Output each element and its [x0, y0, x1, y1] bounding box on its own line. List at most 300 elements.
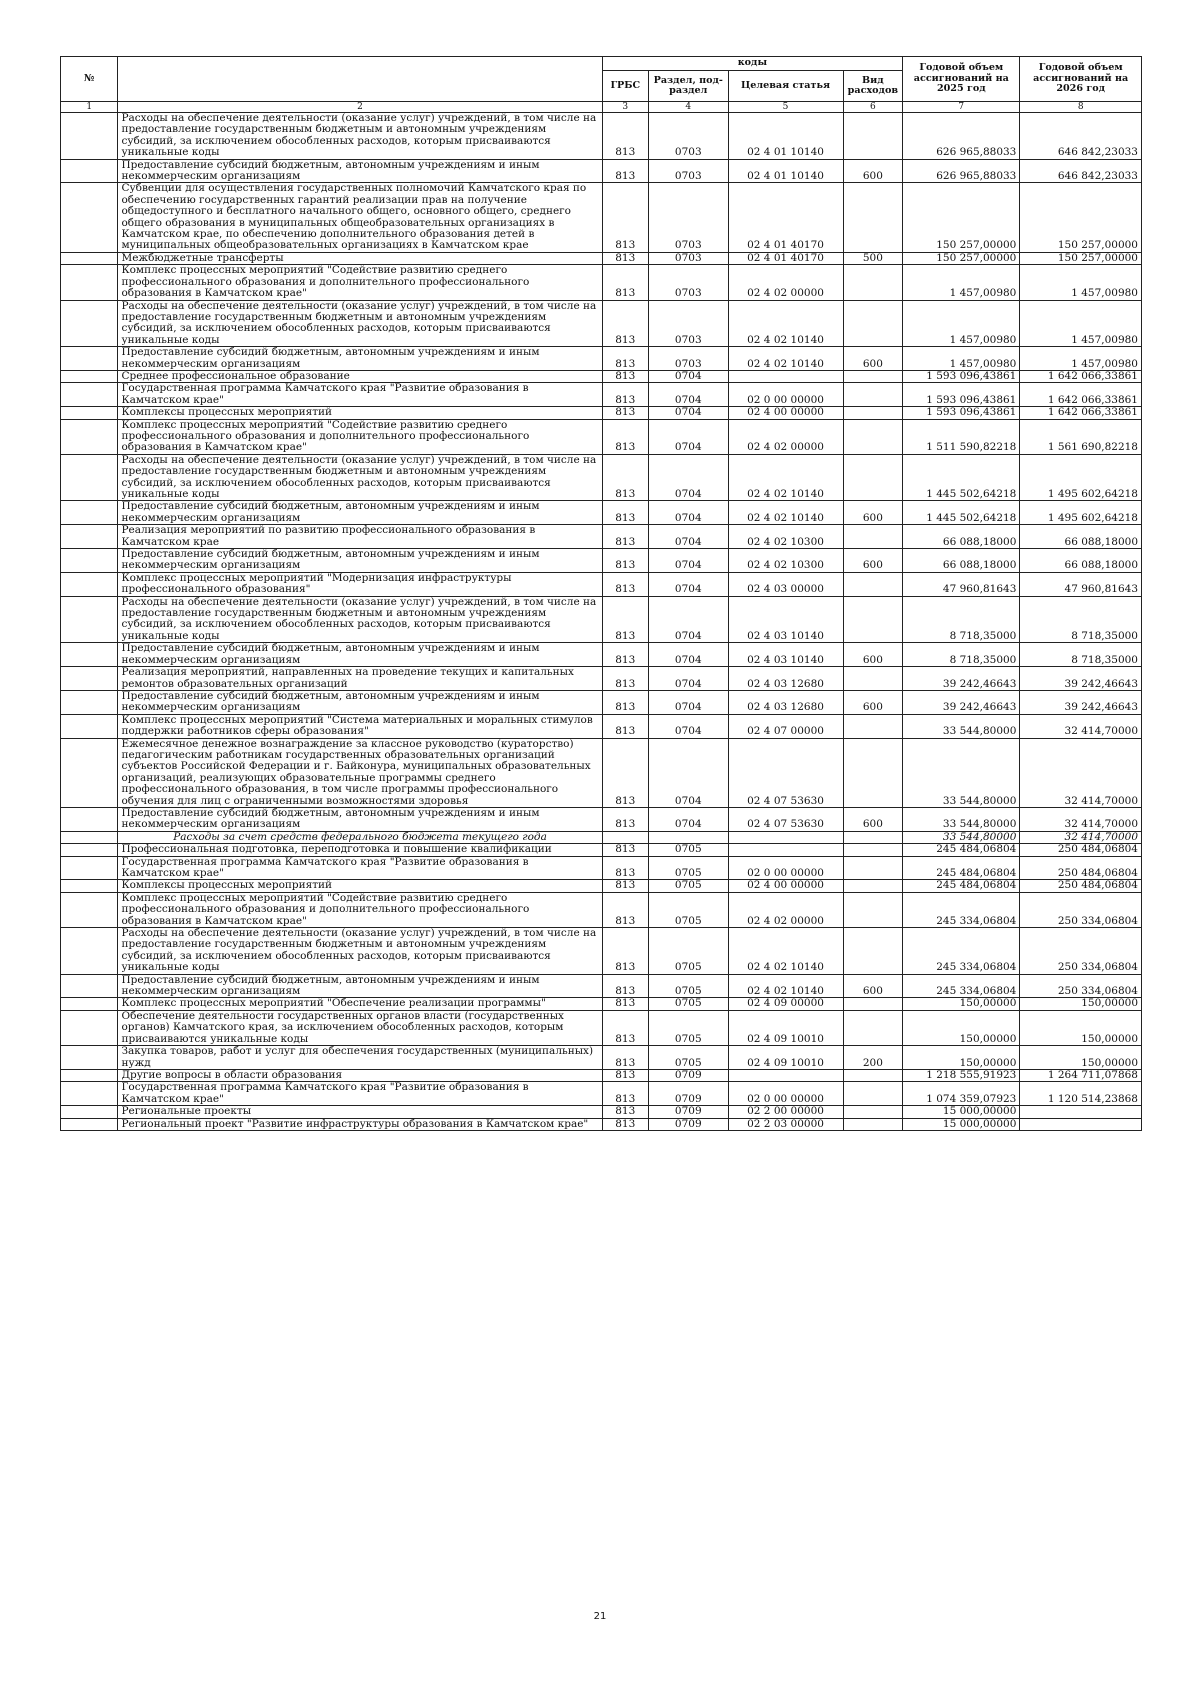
grbs-cell: 813 [602, 880, 648, 892]
row-name-cell: Государственная программа Камчатского края "Развитие образования в Камчатском крае" [118, 1082, 602, 1106]
vid-cell: 600 [843, 690, 903, 714]
tsel-cell: 02 4 03 12680 [728, 690, 843, 714]
amount-2025-cell: 1 445 502,64218 [903, 501, 1020, 525]
amount-2026-cell: 66 088,18000 [1020, 549, 1142, 573]
header-year-2025: Годовой объем ассигнований на 2025 год [903, 57, 1020, 102]
amount-2026-cell: 1 495 602,64218 [1020, 454, 1142, 501]
vid-cell [843, 183, 903, 252]
row-number-cell [61, 159, 118, 183]
vid-cell: 600 [843, 347, 903, 371]
table-row [61, 998, 1142, 1010]
row-name-cell: Предоставление субсидий бюджетным, автономным учреждениям и иным некоммерческим организациям [118, 347, 602, 371]
table-row [61, 549, 1142, 573]
row-name-cell: Реализация мероприятий, направленных на проведение текущих и капитальных ремонтов образовательных организаций [118, 667, 602, 691]
table-row [61, 1010, 1142, 1045]
amount-2026-cell [1020, 1106, 1142, 1118]
row-number-cell [61, 928, 118, 975]
table-row [61, 928, 1142, 975]
amount-2026-cell: 32 414,70000 [1020, 831, 1142, 843]
row-name-cell: Субвенции для осуществления государственных полномочий Камчатского края по обеспечению государственных гарантий реализации прав на получение общедоступного и бесплатного начального общего, основного общего, среднего общего образования в муниципальных общеобразовательных организациях в Камчатском крае, по обеспечению дополнительного образования детей в муниципальных общеобразовательных организациях в Камчатском крае [118, 183, 602, 252]
tsel-cell: 02 2 00 00000 [728, 1106, 843, 1118]
row-number-cell [61, 738, 118, 807]
row-number-cell [61, 807, 118, 831]
table-body [61, 102, 1142, 1131]
table-header-row [61, 57, 1142, 71]
row-number-cell [61, 383, 118, 407]
row-number-cell [61, 454, 118, 501]
grbs-cell: 813 [602, 1046, 648, 1070]
grbs-cell: 813 [602, 928, 648, 975]
amount-2025-cell: 245 484,06804 [903, 856, 1020, 880]
table-row [61, 1106, 1142, 1118]
amount-2025-cell: 33 544,80000 [903, 738, 1020, 807]
razdel-cell: 0709 [648, 1082, 728, 1106]
row-number-cell [61, 998, 118, 1010]
amount-2026-cell: 1 457,00980 [1020, 300, 1142, 347]
grbs-cell: 813 [602, 998, 648, 1010]
tsel-cell: 02 4 09 10010 [728, 1046, 843, 1070]
row-number-cell [61, 1118, 118, 1130]
row-number-cell [61, 549, 118, 573]
grbs-cell: 813 [602, 892, 648, 927]
razdel-cell: 0704 [648, 549, 728, 573]
tsel-cell: 02 4 03 12680 [728, 667, 843, 691]
tsel-cell: 02 4 02 10140 [728, 974, 843, 998]
vid-cell [843, 1069, 903, 1081]
amount-2026-cell: 32 414,70000 [1020, 714, 1142, 738]
row-name-cell: Комплексы процессных мероприятий [118, 880, 602, 892]
tsel-cell: 02 4 00 00000 [728, 407, 843, 419]
row-name-cell: Комплекс процессных мероприятий "Обеспечение реализации программы" [118, 998, 602, 1010]
razdel-cell: 0703 [648, 159, 728, 183]
razdel-cell: 0703 [648, 113, 728, 160]
vid-cell [843, 407, 903, 419]
federal-budget-row [61, 831, 1142, 843]
tsel-cell: 02 4 03 10140 [728, 643, 843, 667]
razdel-cell: 0705 [648, 880, 728, 892]
row-number-cell [61, 113, 118, 160]
vid-cell [843, 383, 903, 407]
header-codes: коды [602, 57, 903, 71]
row-number-cell [61, 714, 118, 738]
amount-2026-cell: 1 120 514,23868 [1020, 1082, 1142, 1106]
amount-2026-cell: 1 457,00980 [1020, 265, 1142, 300]
row-name-cell: Государственная программа Камчатского края "Развитие образования в Камчатском крае" [118, 383, 602, 407]
page-number: 21 [593, 1611, 607, 1622]
table-row [61, 159, 1142, 183]
grbs-cell: 813 [602, 383, 648, 407]
row-name-cell: Комплекс процессных мероприятий "Содействие развитию среднего профессионального образования и дополнительного профессионального образования в Камчатском крае" [118, 892, 602, 927]
amount-2025-cell: 245 334,06804 [903, 928, 1020, 975]
row-number-cell [61, 501, 118, 525]
row-number-cell [61, 370, 118, 382]
amount-2025-cell: 1 593 096,43861 [903, 370, 1020, 382]
amount-2026-cell: 250 484,06804 [1020, 856, 1142, 880]
tsel-cell: 02 4 09 10010 [728, 1010, 843, 1045]
table-row [61, 572, 1142, 596]
grbs-cell: 813 [602, 667, 648, 691]
vid-cell: 600 [843, 159, 903, 183]
row-name-cell: Предоставление субсидий бюджетным, автономным учреждениям и иным некоммерческим организациям [118, 807, 602, 831]
column-number: 5 [728, 102, 843, 113]
vid-cell [843, 1010, 903, 1045]
table-row [61, 113, 1142, 160]
vid-cell: 600 [843, 643, 903, 667]
razdel-cell: 0704 [648, 454, 728, 501]
table-row [61, 183, 1142, 252]
amount-2026-cell: 1 264 711,07868 [1020, 1069, 1142, 1081]
amount-2026-cell: 39 242,46643 [1020, 690, 1142, 714]
tsel-cell [728, 370, 843, 382]
tsel-cell: 02 4 02 00000 [728, 892, 843, 927]
grbs-cell: 813 [602, 596, 648, 643]
razdel-cell: 0703 [648, 300, 728, 347]
tsel-cell: 02 4 02 10140 [728, 300, 843, 347]
grbs-cell: 813 [602, 252, 648, 264]
amount-2026-cell: 150 257,00000 [1020, 252, 1142, 264]
razdel-cell: 0704 [648, 690, 728, 714]
tsel-cell: 02 4 00 00000 [728, 880, 843, 892]
razdel-cell: 0703 [648, 252, 728, 264]
amount-2026-cell: 646 842,23033 [1020, 113, 1142, 160]
amount-2026-cell: 150,00000 [1020, 1046, 1142, 1070]
razdel-cell: 0704 [648, 714, 728, 738]
grbs-cell: 813 [602, 370, 648, 382]
table-row [61, 454, 1142, 501]
razdel-cell: 0709 [648, 1118, 728, 1130]
table-row [61, 501, 1142, 525]
amount-2025-cell: 33 544,80000 [903, 714, 1020, 738]
row-number-cell [61, 1106, 118, 1118]
vid-cell [843, 454, 903, 501]
vid-cell [843, 525, 903, 549]
amount-2025-cell: 150 257,00000 [903, 183, 1020, 252]
vid-cell [843, 880, 903, 892]
grbs-cell: 813 [602, 501, 648, 525]
razdel-cell: 0704 [648, 807, 728, 831]
tsel-cell: 02 0 00 00000 [728, 383, 843, 407]
amount-2026-cell: 1 642 066,33861 [1020, 383, 1142, 407]
amount-2026-cell: 1 495 602,64218 [1020, 501, 1142, 525]
row-name-cell: Региональный проект "Развитие инфраструктуры образования в Камчатском крае" [118, 1118, 602, 1130]
amount-2025-cell: 245 484,06804 [903, 844, 1020, 856]
amount-2025-cell: 47 960,81643 [903, 572, 1020, 596]
table-row [61, 596, 1142, 643]
column-numbers-row [61, 102, 1142, 113]
vid-cell: 600 [843, 807, 903, 831]
amount-2026-cell: 32 414,70000 [1020, 738, 1142, 807]
grbs-cell: 813 [602, 300, 648, 347]
amount-2025-cell: 626 965,88033 [903, 113, 1020, 160]
vid-cell [843, 1082, 903, 1106]
row-name-cell: Межбюджетные трансферты [118, 252, 602, 264]
razdel-cell: 0704 [648, 383, 728, 407]
vid-cell [843, 572, 903, 596]
grbs-cell: 813 [602, 856, 648, 880]
amount-2026-cell: 250 334,06804 [1020, 928, 1142, 975]
row-name-cell: Обеспечение деятельности государственных органов власти (государственных органов) Камчатского края, за исключением обособленных расходов, которым присваиваются уникальные коды [118, 1010, 602, 1045]
amount-2025-cell: 245 484,06804 [903, 880, 1020, 892]
grbs-cell: 813 [602, 419, 648, 454]
razdel-cell: 0704 [648, 419, 728, 454]
row-number-cell [61, 690, 118, 714]
vid-cell: 200 [843, 1046, 903, 1070]
vid-cell [843, 856, 903, 880]
grbs-cell: 813 [602, 454, 648, 501]
row-name-cell: Расходы на обеспечение деятельности (оказание услуг) учреждений, в том числе на предоставление государственным бюджетным и автономным учреждениям субсидий, за исключением обособленных расходов, которым присваиваются уникальные коды [118, 300, 602, 347]
table-row [61, 1082, 1142, 1106]
table-row [61, 347, 1142, 371]
column-number: 7 [903, 102, 1020, 113]
razdel-cell: 0704 [648, 572, 728, 596]
razdel-cell: 0703 [648, 265, 728, 300]
amount-2026-cell [1020, 1118, 1142, 1130]
amount-2025-cell: 1 593 096,43861 [903, 407, 1020, 419]
amount-2026-cell: 8 718,35000 [1020, 596, 1142, 643]
row-name-cell: Расходы на обеспечение деятельности (оказание услуг) учреждений, в том числе на предоставление государственным бюджетным и автономным учреждениям субсидий, за исключением обособленных расходов, которым присваиваются уникальные коды [118, 596, 602, 643]
table-row [61, 265, 1142, 300]
razdel-cell: 0705 [648, 856, 728, 880]
amount-2025-cell: 66 088,18000 [903, 549, 1020, 573]
amount-2025-cell: 1 074 359,07923 [903, 1082, 1020, 1106]
column-number: 1 [61, 102, 118, 113]
grbs-cell: 813 [602, 643, 648, 667]
vid-cell: 500 [843, 252, 903, 264]
vid-cell [843, 1118, 903, 1130]
row-name-cell: Расходы на обеспечение деятельности (оказание услуг) учреждений, в том числе на предоставление государственным бюджетным и автономным учреждениям субсидий, за исключением обособленных расходов, которым присваиваются уникальные коды [118, 454, 602, 501]
tsel-cell: 02 4 07 53630 [728, 738, 843, 807]
amount-2026-cell: 150 257,00000 [1020, 183, 1142, 252]
table-row [61, 407, 1142, 419]
vid-cell [843, 265, 903, 300]
amount-2025-cell: 8 718,35000 [903, 596, 1020, 643]
grbs-cell: 813 [602, 1069, 648, 1081]
amount-2026-cell: 250 334,06804 [1020, 974, 1142, 998]
tsel-cell: 02 2 03 00000 [728, 1118, 843, 1130]
row-number-cell [61, 643, 118, 667]
vid-cell: 600 [843, 974, 903, 998]
row-name-cell: Профессиональная подготовка, переподготовка и повышение квалификации [118, 844, 602, 856]
table-row [61, 974, 1142, 998]
amount-2025-cell: 33 544,80000 [903, 807, 1020, 831]
razdel-cell: 0705 [648, 1046, 728, 1070]
amount-2026-cell: 8 718,35000 [1020, 643, 1142, 667]
row-number-cell [61, 974, 118, 998]
table-row [61, 1069, 1142, 1081]
row-name-cell: Комплекс процессных мероприятий "Система материальных и моральных стимулов поддержки работников сферы образования" [118, 714, 602, 738]
vid-cell [843, 714, 903, 738]
row-name-cell: Среднее профессиональное образование [118, 370, 602, 382]
vid-cell [843, 370, 903, 382]
amount-2026-cell: 250 484,06804 [1020, 880, 1142, 892]
razdel-cell: 0703 [648, 183, 728, 252]
row-name-cell: Предоставление субсидий бюджетным, автономным учреждениям и иным некоммерческим организациям [118, 159, 602, 183]
tsel-cell: 02 4 02 00000 [728, 419, 843, 454]
row-name-cell: Расходы на обеспечение деятельности (оказание услуг) учреждений, в том числе на предоставление государственным бюджетным и автономным учреждениям субсидий, за исключением обособленных расходов, которым присваиваются уникальные коды [118, 113, 602, 160]
grbs-cell: 813 [602, 974, 648, 998]
razdel-cell: 0704 [648, 643, 728, 667]
amount-2025-cell: 150,00000 [903, 998, 1020, 1010]
header-year-2026: Годовой объем ассигнований на 2026 год [1020, 57, 1142, 102]
row-name-cell: Государственная программа Камчатского края "Развитие образования в Камчатском крае" [118, 856, 602, 880]
razdel-cell: 0709 [648, 1106, 728, 1118]
amount-2025-cell: 150,00000 [903, 1010, 1020, 1045]
tsel-cell: 02 4 02 00000 [728, 265, 843, 300]
row-name-cell: Закупка товаров, работ и услуг для обеспечения государственных (муниципальных) нужд [118, 1046, 602, 1070]
table-row [61, 667, 1142, 691]
grbs-cell: 813 [602, 549, 648, 573]
row-name-cell: Предоставление субсидий бюджетным, автономным учреждениям и иным некоммерческим организациям [118, 690, 602, 714]
tsel-cell: 02 4 07 00000 [728, 714, 843, 738]
vid-cell [843, 300, 903, 347]
grbs-cell: 813 [602, 183, 648, 252]
tsel-cell: 02 4 02 10140 [728, 347, 843, 371]
table-row [61, 856, 1142, 880]
column-number: 6 [843, 102, 903, 113]
razdel-cell: 0704 [648, 501, 728, 525]
amount-2025-cell: 1 511 590,82218 [903, 419, 1020, 454]
razdel-cell: 0704 [648, 407, 728, 419]
tsel-cell: 02 0 00 00000 [728, 1082, 843, 1106]
amount-2025-cell: 1 457,00980 [903, 265, 1020, 300]
column-number: 2 [118, 102, 602, 113]
razdel-cell: 0705 [648, 1010, 728, 1045]
amount-2026-cell: 1 642 066,33861 [1020, 407, 1142, 419]
amount-2025-cell: 33 544,80000 [903, 831, 1020, 843]
header-tsel: Целевая статья [728, 71, 843, 102]
row-number-cell [61, 667, 118, 691]
table-row [61, 252, 1142, 264]
vid-cell [843, 831, 903, 843]
amount-2025-cell: 150 257,00000 [903, 252, 1020, 264]
amount-2025-cell: 39 242,46643 [903, 690, 1020, 714]
column-number: 3 [602, 102, 648, 113]
amount-2025-cell: 15 000,00000 [903, 1118, 1020, 1130]
grbs-cell: 813 [602, 844, 648, 856]
table-row [61, 300, 1142, 347]
amount-2025-cell: 245 334,06804 [903, 974, 1020, 998]
tsel-cell: 02 4 09 00000 [728, 998, 843, 1010]
grbs-cell [602, 831, 648, 843]
row-name-cell: Региональные проекты [118, 1106, 602, 1118]
amount-2026-cell: 150,00000 [1020, 1010, 1142, 1045]
razdel-cell: 0709 [648, 1069, 728, 1081]
amount-2026-cell: 1 457,00980 [1020, 347, 1142, 371]
row-number-cell [61, 892, 118, 927]
amount-2025-cell: 1 457,00980 [903, 300, 1020, 347]
header-name [118, 57, 602, 102]
row-name-cell: Реализация мероприятий по развитию профессионального образования в Камчатском крае [118, 525, 602, 549]
grbs-cell: 813 [602, 1106, 648, 1118]
row-number-cell [61, 844, 118, 856]
tsel-cell: 02 4 02 10140 [728, 454, 843, 501]
tsel-cell: 02 4 03 00000 [728, 572, 843, 596]
vid-cell [843, 844, 903, 856]
row-number-cell [61, 1010, 118, 1045]
razdel-cell: 0704 [648, 738, 728, 807]
column-number: 4 [648, 102, 728, 113]
razdel-cell [648, 831, 728, 843]
grbs-cell: 813 [602, 714, 648, 738]
row-name-cell: Комплекс процессных мероприятий "Модернизация инфраструктуры профессионального образования" [118, 572, 602, 596]
row-number-cell [61, 572, 118, 596]
razdel-cell: 0705 [648, 974, 728, 998]
amount-2026-cell: 47 960,81643 [1020, 572, 1142, 596]
row-name-cell: Предоставление субсидий бюджетным, автономным учреждениям и иным некоммерческим организациям [118, 974, 602, 998]
row-name-cell: Комплекс процессных мероприятий "Содействие развитию среднего профессионального образования и дополнительного профессионального образования в Камчатском крае" [118, 265, 602, 300]
razdel-cell: 0705 [648, 998, 728, 1010]
amount-2025-cell: 1 593 096,43861 [903, 383, 1020, 407]
razdel-cell: 0703 [648, 347, 728, 371]
razdel-cell: 0704 [648, 525, 728, 549]
grbs-cell: 813 [602, 1010, 648, 1045]
grbs-cell: 813 [602, 690, 648, 714]
grbs-cell: 813 [602, 807, 648, 831]
table-row [61, 383, 1142, 407]
row-number-cell [61, 1082, 118, 1106]
razdel-cell: 0704 [648, 667, 728, 691]
tsel-cell: 02 4 01 10140 [728, 113, 843, 160]
row-name-cell: Другие вопросы в области образования [118, 1069, 602, 1081]
row-number-cell [61, 183, 118, 252]
razdel-cell: 0705 [648, 892, 728, 927]
row-number-cell [61, 1069, 118, 1081]
amount-2026-cell: 250 334,06804 [1020, 892, 1142, 927]
amount-2025-cell: 626 965,88033 [903, 159, 1020, 183]
row-name-cell: Комплексы процессных мероприятий [118, 407, 602, 419]
grbs-cell: 813 [602, 1118, 648, 1130]
tsel-cell: 02 0 00 00000 [728, 856, 843, 880]
table-row [61, 690, 1142, 714]
amount-2026-cell: 1 642 066,33861 [1020, 370, 1142, 382]
amount-2025-cell: 1 445 502,64218 [903, 454, 1020, 501]
column-number: 8 [1020, 102, 1142, 113]
grbs-cell: 813 [602, 572, 648, 596]
vid-cell [843, 113, 903, 160]
tsel-cell [728, 1069, 843, 1081]
header-grbs: ГРБС [602, 71, 648, 102]
amount-2025-cell: 150,00000 [903, 1046, 1020, 1070]
row-number-cell [61, 831, 118, 843]
grbs-cell: 813 [602, 113, 648, 160]
row-number-cell [61, 525, 118, 549]
vid-cell: 600 [843, 549, 903, 573]
table-row [61, 419, 1142, 454]
amount-2026-cell: 1 561 690,82218 [1020, 419, 1142, 454]
row-number-cell [61, 880, 118, 892]
row-number-cell [61, 596, 118, 643]
amount-2026-cell: 646 842,23033 [1020, 159, 1142, 183]
row-name-cell: Предоставление субсидий бюджетным, автономным учреждениям и иным некоммерческим организациям [118, 501, 602, 525]
row-name-cell: Ежемесячное денежное вознаграждение за классное руководство (кураторство) педагогическим работникам государственных образовательных организаций субъектов Российской Федерации и г. Байконура, муниципальных образовательных организаций, реализующих образовательные программы среднего профессионального образования, в том числе программы профессионального обучения для лиц с ограниченными возможностями здоровья [118, 738, 602, 807]
grbs-cell: 813 [602, 1082, 648, 1106]
tsel-cell [728, 831, 843, 843]
row-name-cell: Расходы на обеспечение деятельности (оказание услуг) учреждений, в том числе на предоставление государственным бюджетным и автономным учреждениям субсидий, за исключением обособленных расходов, которым присваиваются уникальные коды [118, 928, 602, 975]
grbs-cell: 813 [602, 738, 648, 807]
table-row [61, 892, 1142, 927]
amount-2025-cell: 1 218 555,91923 [903, 1069, 1020, 1081]
tsel-cell: 02 4 02 10140 [728, 501, 843, 525]
header-vid: Вид расходов [843, 71, 903, 102]
vid-cell [843, 596, 903, 643]
amount-2025-cell: 66 088,18000 [903, 525, 1020, 549]
table-row [61, 1118, 1142, 1130]
vid-cell [843, 738, 903, 807]
grbs-cell: 813 [602, 347, 648, 371]
vid-cell [843, 419, 903, 454]
table-row [61, 844, 1142, 856]
row-number-cell [61, 347, 118, 371]
